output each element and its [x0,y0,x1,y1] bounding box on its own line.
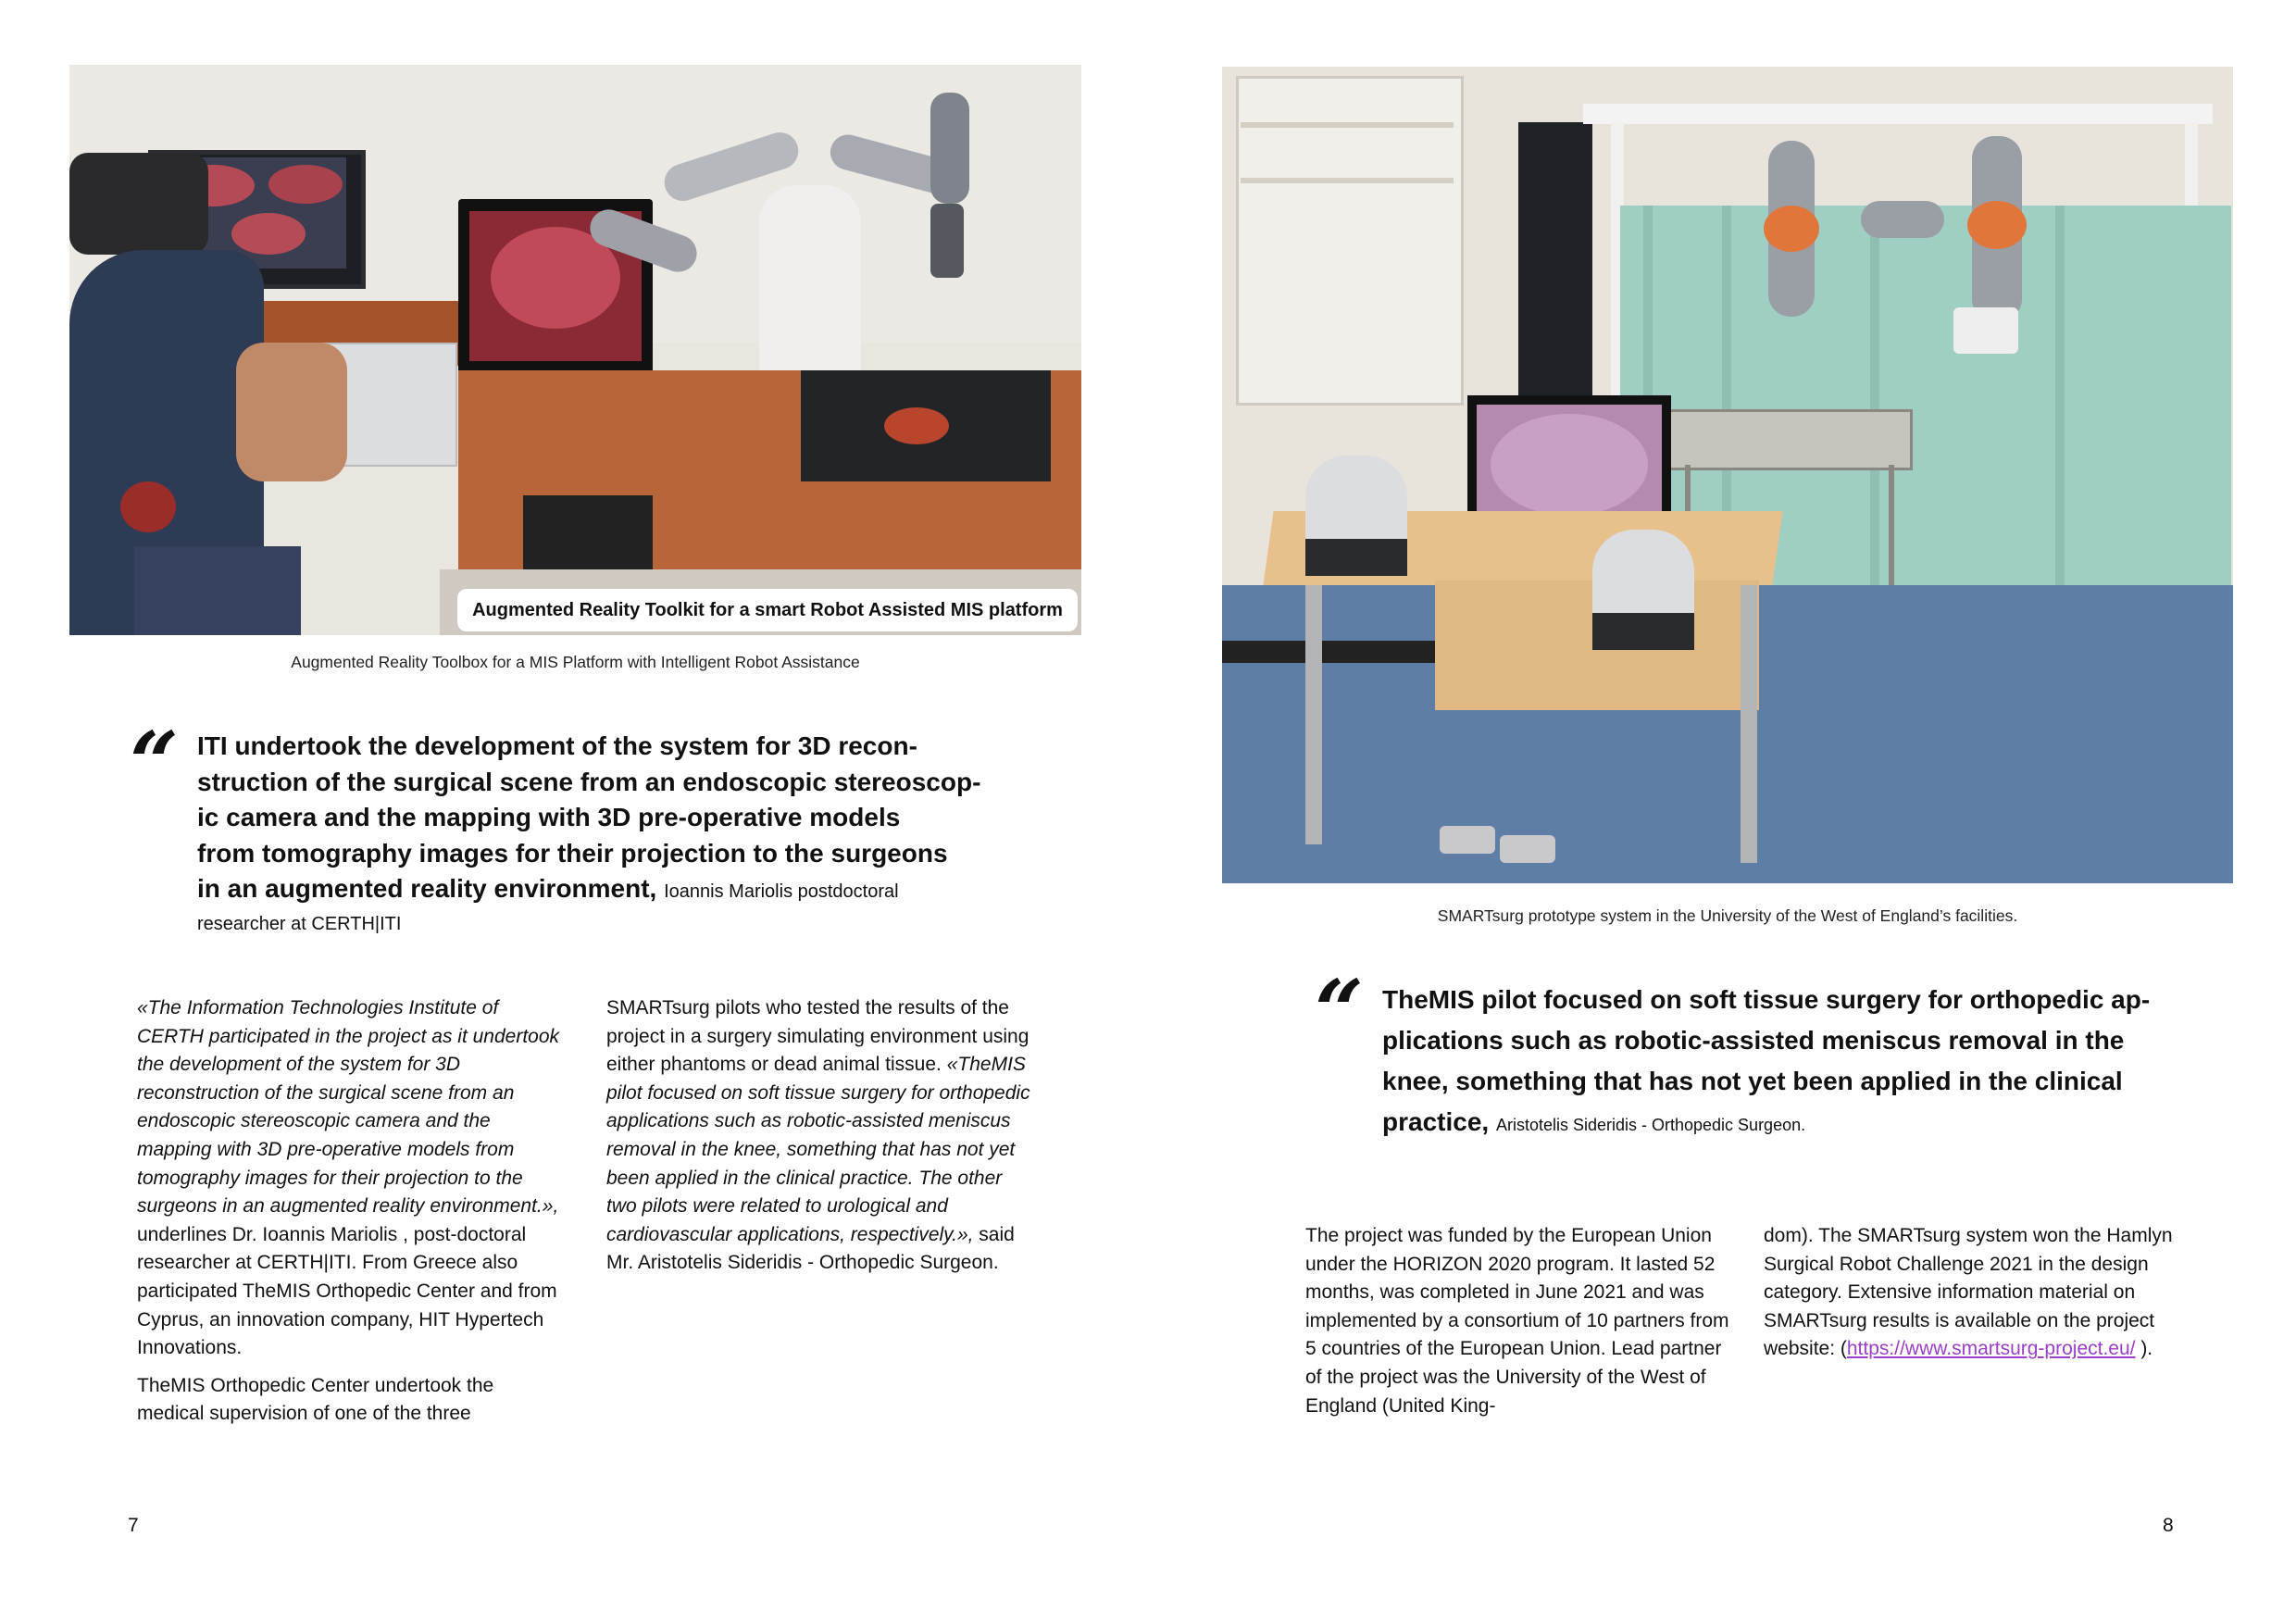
body-text: said Mr. Aristotelis Sideridis - Orthopedic Surgeon. [606,1223,1015,1274]
page-number-right: 8 [2163,1515,2174,1536]
quote-line: knee, something that has not yet been applied in the clinical [1382,1067,2123,1095]
body-column-1 [137,994,563,1438]
quote-line: ITI undertook the development of the system for 3D recon- [197,731,917,760]
body-text: SMARTsurg pilots who tested the results of the project in a surgery simulating environment using either phantoms or dead animal tissue. [606,997,1029,1076]
ar-toolkit-photo [69,65,1081,635]
quote-line: TheMIS pilot focused on soft tissue surgery for orthopedic ap- [1382,985,2151,1014]
quote-line: practice, [1382,1107,1490,1136]
photo-caption-right: SMARTsurg prototype system in the University of the West of England’s facilities. [1437,906,2018,925]
pull-quote-left [197,729,993,938]
quote-attribution: Ioannis Mariolis postdoctoral [664,881,899,902]
body-column-4 [1764,1222,2217,1373]
body-paragraph: TheMIS Orthopedic Center undertook the medical supervision of one of the three [137,1374,494,1425]
body-column-3 [1305,1222,1741,1430]
quote-attribution-cont: researcher at CERTH|ITI [197,913,402,934]
photo-caption-left: Augmented Reality Toolbox for a MIS Platform with Intelligent Robot Assistance [291,653,860,671]
quote-line-last [197,871,993,910]
body-italic-text: «The Information Technologies Institute of CERTH participated in the project as it undertook the development of the system for 3D reconstruction of the surgical scene from an endoscopic stereoscopic camera and the mapping with 3D pre-operative models from tomography images for their projection to the surgeons in an augmented reality environment.», [137,997,560,1218]
body-column-2 [606,994,1034,1287]
photo-overlay-label: Augmented Reality Toolkit for a smart Robot Assisted MIS platform [457,589,1078,631]
project-website-link[interactable]: https://www.smartsurg-project.eu/ [1846,1338,2136,1360]
quote-line: plications such as robotic-assisted meniscus removal in the [1382,1026,2125,1055]
body-text: underlines Dr. Ioannis Mariolis , post-doctoral researcher at CERTH|ITI. From Greece also participated TheMIS Orthopedic Center and from Cyprus, an innovation company, HIT Hypertech Innovations. [137,1223,557,1359]
quote-attribution: Aristotelis Sideridis - Orthopedic Surgeon. [1495,1116,1806,1134]
page-number-left: 7 [128,1515,139,1536]
body-paragraph: The project was funded by the European Union under the HORIZON 2020 program. It lasted 52 months, was completed in June 2021 and was implemented by a consortium of 10 partners from 5 countries of the European Union. Lead partner of the project was the University of the West of England (United King- [1305,1225,1729,1417]
body-italic-text: «TheMIS pilot focused on soft tissue surgery for orthopedic applications such as robotic-assisted meniscus removal in the knee, something that has not yet been applied in the clinical practice. The other two pilots were related to urological and cardiovascular applications, respectively.», [606,1054,1030,1245]
body-text: ). [2135,1338,2153,1360]
quote-line: in an augmented reality environment, [197,874,657,903]
body-text: dom). The SMARTsurg system won the Hamlyn Surgical Robot Challenge 2021 in the design category. Extensive information material on SMARTsurg results is available on the project website: ( [1764,1225,2173,1360]
quote-mark-icon: “ [130,713,179,813]
pull-quote-right [1382,980,2215,1145]
quote-mark-icon: “ [1315,961,1364,1061]
quote-line: from tomography images for their projection to the surgeons [197,838,948,868]
quote-line: struction of the surgical scene from an endoscopic stereoscop- [197,767,981,796]
quote-line-last [1382,1102,2215,1145]
quote-line: ic camera and the mapping with 3D pre-operative models [197,803,901,831]
smartsurg-prototype-photo [1222,67,2233,883]
